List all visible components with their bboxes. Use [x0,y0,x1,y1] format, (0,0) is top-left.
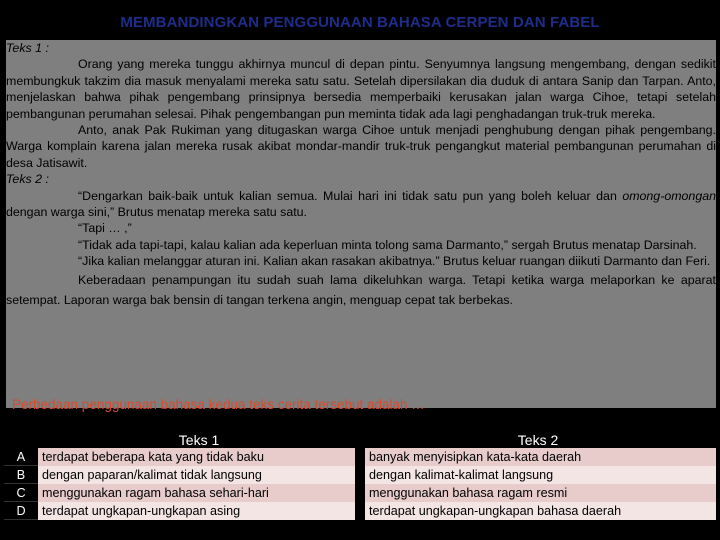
teks2-paragraph-3: “Tidak ada tapi-tapi, kalau kalian ada keperluan minta tolong sama Darmanto,” sergah Brutus menatap Darsinah. [78,237,697,252]
teks2-paragraph-4: “Jika kalian melanggar aturan ini. Kalian akan rasakan akibatnya.” Brutus keluar ruangan diikuti Darmanto dan Feri. [78,254,711,269]
option-teks1: dengan paparan/kalimat tidak langsung [38,466,360,484]
teks1-paragraph-1: Orang yang mereka tunggu akhirnya muncul di depan pintu. Senyumnya langsung mengembang, dengan sedikit membungkuk takzim dia masuk menyalami mereka satu satu. Setelah dipersilakan dia duduk di antara Sanip dan Tarpan. Anto, menjelaskan bahwa pihak pengembang prinsipnya bersedia memperbaiki kerusakan jalan warga Cihoe, tetapi setelah pembangunan perumahan selesai. Pihak pengembangan pun meminta tidak ada lagi penghadangan truk-truk mereka. [6,57,716,121]
option-teks1: terdapat ungkapan-ungkapan asing [38,502,360,520]
teks1-label: Teks 1 : [6,41,49,55]
page-title: MEMBANDINGKAN PENGGUNAAN BAHASA CERPEN DAN FABEL [120,14,600,31]
teks1-paragraph-2: Anto, anak Pak Rukiman yang ditugaskan warga Cihoe untuk menjadi penghubung dengan pihak pengembang. Warga komplain karena jalan mereka rusak akibat mondar-mandir truk-truk pengangkut material pembangunan perumahan di desa Jatisawit. [6,123,716,170]
teks2-p1-a: “Dengarkan baik-baik untuk kalian semua. Mulai hari ini tidak satu pun yang boleh keluar dan [78,188,623,203]
table-header-row [4,431,716,448]
teks2-label: Teks 2 : [6,172,49,187]
table-header-teks1: Teks 1 [38,431,360,448]
option-teks2: dengan kalimat-kalimat langsung [360,466,716,484]
table-row[interactable] [4,484,716,502]
option-teks2: banyak menyisipkan kata-kata daerah [360,448,716,466]
passage-block [6,40,716,408]
teks2-paragraph-1 [6,188,716,221]
option-letter: A [4,448,38,466]
table-row[interactable] [4,466,716,484]
option-teks1: terdapat beberapa kata yang tidak baku [38,448,360,466]
option-letter: C [4,484,38,502]
table-row[interactable] [4,448,716,466]
option-teks2: terdapat ungkapan-ungkapan bahasa daerah [360,502,716,520]
teks2-p1-italic: omong-omongan [622,188,716,203]
teks2-paragraph-5: Keberadaan penampungan itu sudah suah lama dikeluhkan warga. Tetapi ketika warga melaporkan ke aparat setempat. Laporan warga bak bensin di tangan terkena angin, menguap cepat tak berbekas. [6,272,716,307]
option-letter: D [4,502,38,520]
table-header-teks2: Teks 2 [360,431,716,448]
teks2-paragraph-2: “Tapi … ,” [78,221,132,236]
table-header-empty [4,431,38,448]
teks2-p1-b: dengan warga sini,” Brutus menatap mereka satu satu. [6,205,307,220]
question-text: Perbedaan penggunaan bahasa kedua teks cerita tersebut adalah … [12,397,425,412]
table-row[interactable] [4,502,716,520]
option-teks2: menggunakan bahasa ragam resmi [360,484,716,502]
option-teks1: menggunakan ragam bahasa sehari-hari [38,484,360,502]
option-letter: B [4,466,38,484]
answer-table [4,431,716,520]
